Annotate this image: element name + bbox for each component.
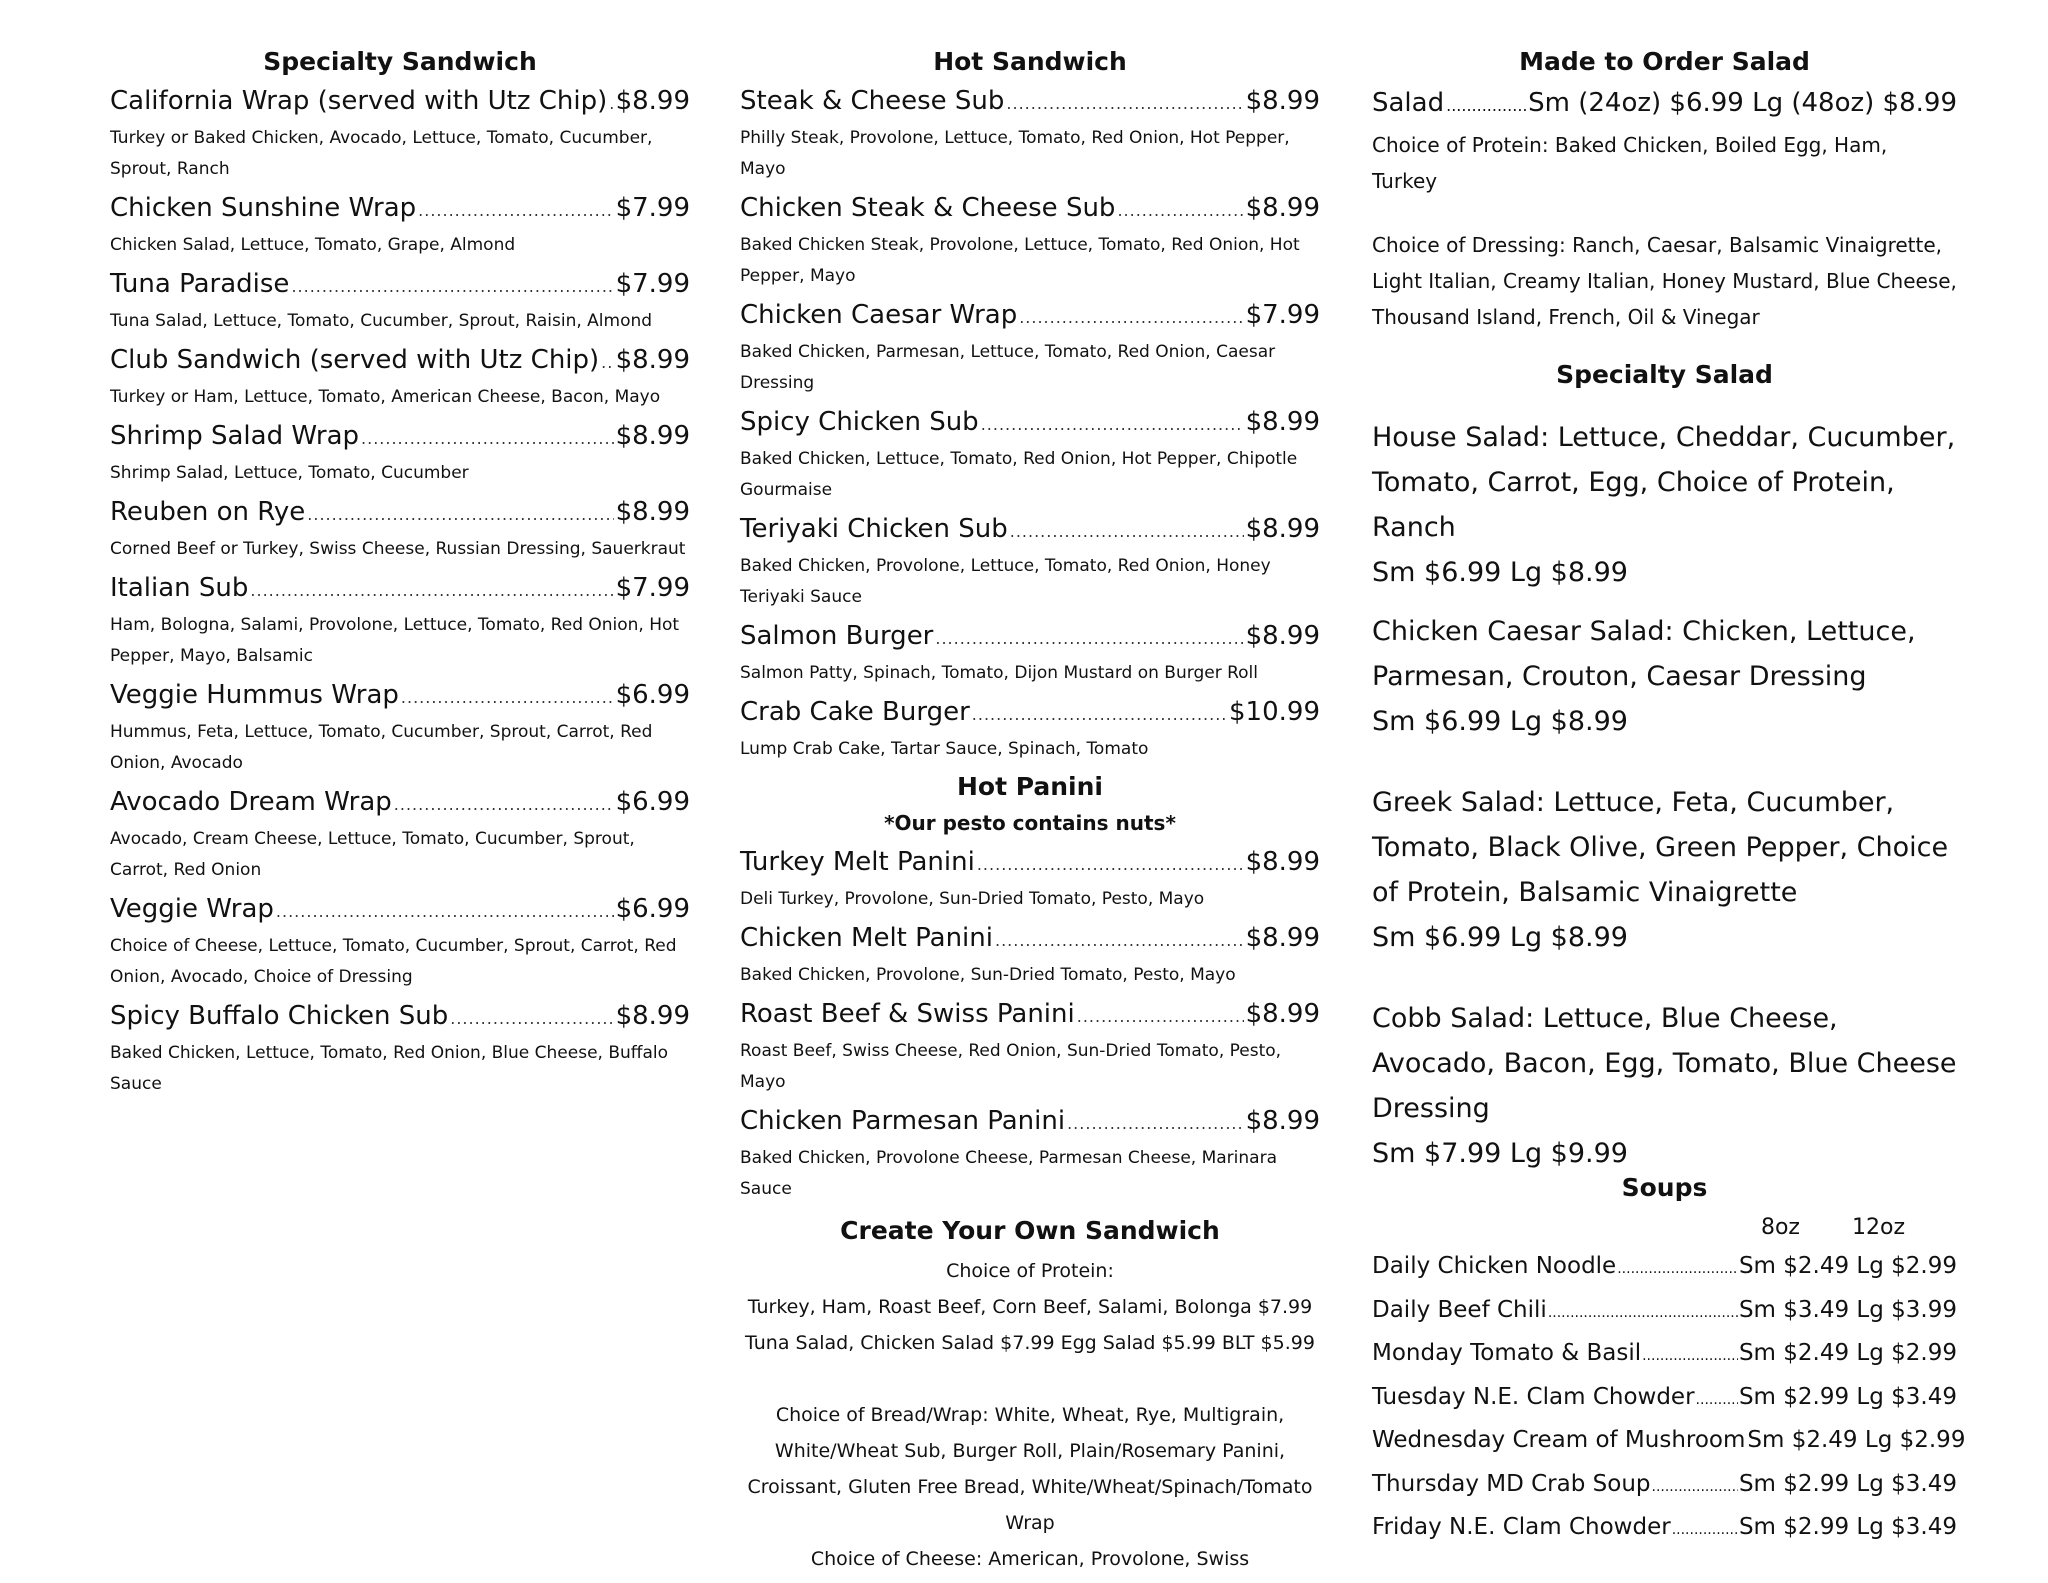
soup-item (1372, 1507, 1957, 1551)
specialty-sandwich-list (110, 82, 690, 1100)
menu-item-line (110, 569, 690, 610)
menu-item-description: Baked Chicken, Provolone, Lettuce, Tomato, Red Onion, Honey Teriyaki Sauce (740, 556, 1271, 607)
column-salads-soups (1372, 44, 1966, 1540)
menu-item-line (110, 265, 690, 306)
menu-item (110, 189, 690, 261)
menu-item-description: Shrimp Salad, Lettuce, Tomato, Cucumber (110, 463, 469, 483)
menu-item-line (740, 403, 1320, 444)
menu-item-line (110, 82, 690, 123)
menu-item-price: $7.99 (615, 269, 690, 299)
menu-item-description: Baked Chicken, Provolone, Sun-Dried Tomato, Pesto, Mayo (740, 965, 1236, 985)
pesto-note: *Our pesto contains nuts* (884, 811, 1176, 835)
menu-item-name: Italian Sub (110, 573, 249, 603)
menu-item-line (740, 82, 1320, 123)
leader-dots (1019, 299, 1243, 337)
leader-dots (1067, 1105, 1243, 1143)
menu-item (110, 265, 690, 337)
specialty-sandwich-heading: Specialty Sandwich (263, 47, 537, 76)
leader-dots (1548, 1293, 1738, 1334)
hot-panini-heading: Hot Panini (956, 772, 1103, 801)
soup-item (1372, 1246, 1957, 1290)
hot-panini-list (740, 843, 1320, 1205)
menu-item-line (740, 995, 1320, 1036)
menu-item-description: Choice of Cheese, Lettuce, Tomato, Cucumber, Sprout, Carrot, Red Onion, Avocado, Choice of Dressing (110, 936, 677, 987)
menu-item (740, 1102, 1320, 1205)
menu-item-price: $8.99 (615, 86, 690, 116)
menu-item-price: $8.99 (1245, 514, 1320, 544)
menu-item (740, 296, 1320, 399)
leader-dots (1696, 1380, 1738, 1421)
hot-sandwich-heading: Hot Sandwich (933, 47, 1127, 76)
menu-item-line (110, 676, 690, 717)
menu-item-name: Chicken Caesar Wrap (740, 300, 1018, 330)
menu-item-price: $7.99 (615, 193, 690, 223)
made-to-order-salad-heading: Made to Order Salad (1519, 47, 1810, 76)
menu-item-name: Spicy Chicken Sub (740, 407, 979, 437)
menu-item-name: Reuben on Rye (110, 497, 306, 527)
menu-item (740, 510, 1320, 613)
menu-item-price: $8.99 (615, 497, 690, 527)
soup-price: Sm $2.49 Lg $2.99 (1738, 1253, 1957, 1279)
menu-item-description: Turkey or Baked Chicken, Avocado, Lettuce, Tomato, Cucumber, Sprout, Ranch (110, 128, 653, 179)
menu-item (740, 919, 1320, 991)
create-your-own-heading: Create Your Own Sandwich (840, 1216, 1220, 1245)
specialty-salad-item (1372, 996, 1957, 1176)
menu-item-name: California Wrap (served with Utz Chip) (110, 86, 608, 116)
menu-item-line (110, 783, 690, 824)
leader-dots (609, 85, 613, 123)
menu-item (110, 676, 690, 779)
menu-item-description: Baked Chicken, Provolone Cheese, Parmesan Cheese, Marinara Sauce (740, 1148, 1277, 1199)
menu-item (110, 417, 690, 489)
menu-item (740, 82, 1320, 185)
salad-protein-choice: Choice of Protein: Baked Chicken, Boiled Egg, Ham, Turkey (1372, 133, 1888, 193)
menu-item (110, 997, 690, 1100)
menu-item-description: Baked Chicken, Lettuce, Tomato, Red Onion, Hot Pepper, Chipotle Gourmaise (740, 449, 1298, 500)
soup-name: Monday Tomato & Basil (1372, 1340, 1642, 1366)
leader-dots (935, 620, 1243, 658)
menu-item-price: $6.99 (615, 787, 690, 817)
soup-item (1372, 1290, 1957, 1334)
menu-item-description: Corned Beef or Turkey, Swiss Cheese, Russian Dressing, Sauerkraut (110, 539, 686, 559)
leader-dots (1117, 192, 1243, 230)
menu-item (110, 493, 690, 565)
soups-section (1372, 1210, 1966, 1551)
menu-item-description: Avocado, Cream Cheese, Lettuce, Tomato, Cucumber, Sprout, Carrot, Red Onion (110, 829, 635, 880)
menu-item-line (740, 510, 1320, 551)
leader-dots (977, 846, 1244, 884)
menu-item-price: $8.99 (1245, 923, 1320, 953)
menu-item (740, 843, 1320, 915)
leader-dots (1652, 1467, 1738, 1508)
menu-item-description: Lump Crab Cake, Tartar Sauce, Spinach, Tomato (740, 739, 1149, 759)
leader-dots (1446, 85, 1526, 127)
menu-item-description: Hummus, Feta, Lettuce, Tomato, Cucumber, Sprout, Carrot, Red Onion, Avocado (110, 722, 653, 773)
menu-item-price: $8.99 (1245, 407, 1320, 437)
soup-name: Wednesday Cream of Mushroom (1372, 1427, 1746, 1453)
menu-item-line (740, 843, 1320, 884)
menu-item-description: Baked Chicken Steak, Provolone, Lettuce, Tomato, Red Onion, Hot Pepper, Mayo (740, 235, 1300, 286)
specialty-salad-heading: Specialty Salad (1556, 360, 1773, 389)
specialty-salad-item (1372, 780, 1957, 960)
leader-dots (601, 344, 613, 382)
leader-dots (1006, 85, 1243, 123)
menu-item-description: Baked Chicken, Lettuce, Tomato, Red Onion, Blue Cheese, Buffalo Sauce (110, 1043, 669, 1094)
menu-item-description: Chicken Salad, Lettuce, Tomato, Grape, Almond (110, 235, 516, 255)
salad-name: Salad (1372, 88, 1445, 118)
menu-item-name: Turkey Melt Panini (740, 847, 975, 877)
cyo-protein-line2: Tuna Salad, Chicken Salad $7.99 Egg Salad $5.99 BLT $5.99 (745, 1332, 1315, 1354)
menu-item-name: Chicken Steak & Cheese Sub (740, 193, 1116, 223)
menu-item-price: $8.99 (1245, 999, 1320, 1029)
menu-item-line (110, 493, 690, 534)
cyo-cheese: Choice of Cheese: American, Provolone, Swiss (810, 1548, 1250, 1570)
leader-dots (276, 893, 614, 931)
menu-item-name: Steak & Cheese Sub (740, 86, 1005, 116)
soup-item (1372, 1377, 1957, 1421)
soup-name: Daily Beef Chili (1372, 1296, 1547, 1323)
soup-size-large: 12oz (1851, 1215, 1905, 1240)
menu-item-price: $6.99 (615, 894, 690, 924)
menu-item-name: Spicy Buffalo Chicken Sub (110, 1001, 449, 1031)
menu-item-line (740, 296, 1320, 337)
salad-price: Sm $7.99 Lg $9.99 (1372, 1138, 1628, 1169)
soup-name: Friday N.E. Clam Chowder (1372, 1514, 1671, 1540)
soup-price: Sm $2.49 Lg $2.99 (1738, 1340, 1957, 1366)
menu-item-line (740, 617, 1320, 658)
menu-item-description: Deli Turkey, Provolone, Sun-Dried Tomato, Pesto, Mayo (740, 889, 1205, 909)
menu-item-description: Ham, Bologna, Salami, Provolone, Lettuce, Tomato, Red Onion, Hot Pepper, Mayo, Balsamic (110, 615, 680, 666)
leader-dots (981, 406, 1244, 444)
leader-dots (1010, 513, 1244, 551)
menu-item-name: Avocado Dream Wrap (110, 787, 392, 817)
soup-item (1372, 1420, 1966, 1464)
leader-dots (401, 679, 614, 717)
menu-item-line (740, 693, 1320, 734)
menu-item (740, 995, 1320, 1098)
hot-sandwich-list (740, 82, 1320, 765)
menu-item-name: Salmon Burger (740, 621, 934, 651)
menu-item-price: $10.99 (1229, 697, 1320, 727)
soup-name: Tuesday N.E. Clam Chowder (1372, 1383, 1695, 1410)
soup-price: Sm $3.49 Lg $3.99 (1738, 1296, 1957, 1323)
leader-dots (250, 572, 613, 610)
leader-dots (995, 922, 1244, 960)
soup-name: Thursday MD Crab Soup (1372, 1470, 1651, 1497)
menu-item-name: Crab Cake Burger (740, 697, 970, 727)
menu-item-price: $8.99 (1245, 86, 1320, 116)
menu-item-line (110, 189, 690, 230)
menu-item-line (740, 1102, 1320, 1143)
menu-item (110, 569, 690, 672)
menu-item (110, 82, 690, 185)
specialty-salad-item (1372, 415, 1957, 595)
menu-item-name: Shrimp Salad Wrap (110, 421, 360, 451)
leader-dots (1077, 998, 1244, 1036)
menu-item-price: $8.99 (1245, 1106, 1320, 1136)
salad-sizes: Sm (24oz) $6.99 Lg (48oz) $8.99 (1528, 88, 1957, 118)
soup-item (1372, 1333, 1957, 1377)
specialty-salad-list (1372, 415, 1957, 1176)
menu-item (110, 783, 690, 886)
menu-item-name: Chicken Sunshine Wrap (110, 193, 417, 223)
soup-price: Sm $2.99 Lg $3.49 (1738, 1514, 1957, 1540)
menu-item (110, 341, 690, 413)
menu-item-name: Veggie Wrap (110, 894, 274, 924)
menu-item-price: $7.99 (1245, 300, 1320, 330)
menu-item-price: $8.99 (1245, 621, 1320, 651)
menu-item-price: $8.99 (615, 345, 690, 375)
menu-item (740, 617, 1320, 689)
menu-item-description: Tuna Salad, Lettuce, Tomato, Cucumber, Sprout, Raisin, Almond (110, 311, 653, 331)
menu-item-line (110, 341, 690, 382)
menu-item-name: Tuna Paradise (110, 269, 290, 299)
specialty-salad-item (1372, 609, 1957, 744)
menu-item-line (740, 189, 1320, 230)
soup-item (1372, 1464, 1957, 1508)
menu-item-line (110, 997, 690, 1038)
cyo-protein-label: Choice of Protein: (946, 1260, 1114, 1282)
salad-price: Sm $6.99 Lg $8.99 (1372, 706, 1628, 737)
salad-description: Chicken Caesar Salad: Chicken, Lettuce, Parmesan, Crouton, Caesar Dressing (1372, 616, 1916, 692)
menu-item-price: $8.99 (615, 421, 690, 451)
leader-dots (418, 192, 613, 230)
soups-heading: Soups (1621, 1173, 1708, 1202)
menu-item-description: Turkey or Ham, Lettuce, Tomato, American Cheese, Bacon, Mayo (110, 387, 661, 407)
leader-dots (1617, 1249, 1738, 1290)
cyo-bread: Choice of Bread/Wrap: White, Wheat, Rye, Multigrain, White/Wheat Sub, Burger Roll, Plain/Rosemary Panini, Croissant, Gluten Free Bread, White/Wheat/Spinach/Tomato Wrap (747, 1404, 1313, 1534)
soup-price: Sm $2.49 Lg $2.99 (1747, 1427, 1966, 1453)
menu-item-price: $6.99 (615, 680, 690, 710)
soup-size-small: 8oz (1760, 1215, 1800, 1240)
soup-name: Daily Chicken Noodle (1372, 1253, 1617, 1279)
menu-item (740, 403, 1320, 506)
leader-dots (361, 420, 614, 458)
menu-item (110, 890, 690, 993)
menu-item-description: Baked Chicken, Parmesan, Lettuce, Tomato, Red Onion, Caesar Dressing (740, 342, 1276, 393)
menu-item (740, 189, 1320, 292)
salad-description: Greek Salad: Lettuce, Feta, Cucumber, Tomato, Black Olive, Green Pepper, Choice of Protein, Balsamic Vinaigrette (1372, 787, 1949, 908)
menu-item-description: Philly Steak, Provolone, Lettuce, Tomato, Red Onion, Hot Pepper, Mayo (740, 128, 1290, 179)
menu-item-description: Roast Beef, Swiss Cheese, Red Onion, Sun-Dried Tomato, Pesto, Mayo (740, 1041, 1282, 1092)
soup-price: Sm $2.99 Lg $3.49 (1738, 1383, 1957, 1410)
salad-price: Sm $6.99 Lg $8.99 (1372, 922, 1628, 953)
salad-description: Cobb Salad: Lettuce, Blue Cheese, Avocado, Bacon, Egg, Tomato, Blue Cheese Dressing (1372, 1003, 1957, 1124)
salad-size-line (1372, 82, 1957, 127)
leader-dots (972, 696, 1227, 734)
menu-item-name: Veggie Hummus Wrap (110, 680, 399, 710)
leader-dots (307, 496, 613, 534)
salad-dressing-choice: Choice of Dressing: Ranch, Caesar, Balsamic Vinaigrette, Light Italian, Creamy Italian, Honey Mustard, Blue Cheese, Thousand Island, French, Oil & Vinegar (1372, 233, 1957, 329)
menu-item-line (110, 417, 690, 458)
soup-price: Sm $2.99 Lg $3.49 (1738, 1470, 1957, 1497)
leader-dots (291, 268, 613, 306)
column-specialty-sandwich (110, 44, 690, 1104)
menu-item-price: $8.99 (1245, 193, 1320, 223)
menu-item-price: $7.99 (615, 573, 690, 603)
column-hot-sandwich (740, 44, 1320, 1577)
menu-item-line (110, 890, 690, 931)
leader-dots (1672, 1510, 1738, 1551)
leader-dots (450, 1000, 613, 1038)
menu-item-name: Chicken Parmesan Panini (740, 1106, 1066, 1136)
cyo-protein-line1: Turkey, Ham, Roast Beef, Corn Beef, Salami, Bolonga $7.99 (747, 1296, 1313, 1318)
menu-item-name: Roast Beef & Swiss Panini (740, 999, 1075, 1029)
menu-item (740, 693, 1320, 765)
menu-item-description: Salmon Patty, Spinach, Tomato, Dijon Mustard on Burger Roll (740, 663, 1258, 683)
salad-description: House Salad: Lettuce, Cheddar, Cucumber, Tomato, Carrot, Egg, Choice of Protein, Ranch (1372, 422, 1956, 543)
soup-list (1372, 1246, 1966, 1551)
soup-size-header (1372, 1210, 1957, 1246)
menu-item-line (740, 919, 1320, 960)
leader-dots (394, 786, 614, 824)
salad-price: Sm $6.99 Lg $8.99 (1372, 557, 1628, 588)
menu-item-price: $8.99 (615, 1001, 690, 1031)
menu-item-name: Chicken Melt Panini (740, 923, 993, 953)
menu-item-name: Teriyaki Chicken Sub (740, 514, 1008, 544)
leader-dots (1642, 1336, 1738, 1377)
menu-item-name: Club Sandwich (served with Utz Chip) (110, 345, 600, 375)
menu-item-price: $8.99 (1245, 847, 1320, 877)
